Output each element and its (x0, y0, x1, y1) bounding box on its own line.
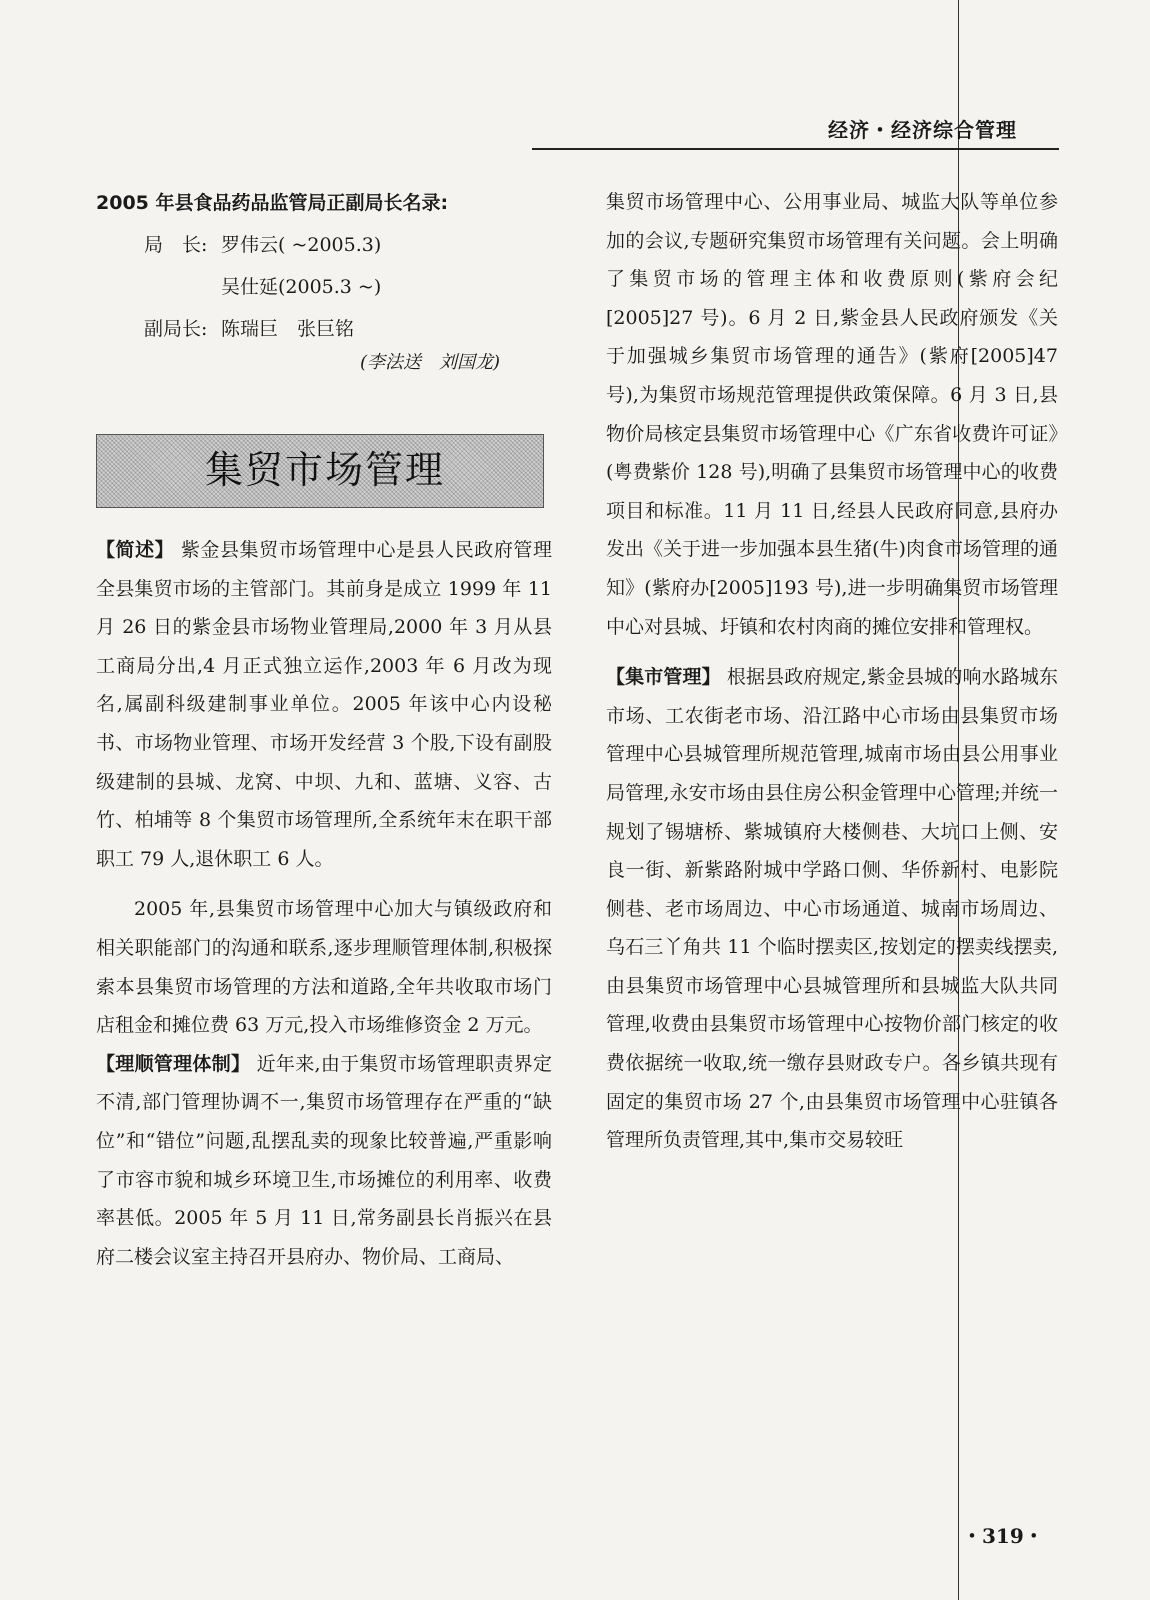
roster-row (96, 266, 556, 308)
roster-row (96, 308, 556, 350)
left-column (96, 531, 552, 1276)
right-column (606, 183, 1058, 1160)
overview-paragraph (96, 531, 552, 878)
roster-names: 吴仕延(2005.3 ~) (221, 276, 382, 298)
market-text: 根据县政府规定,紫金县城的响水路城东市场、工农街老市场、沿江路中心市场由县集贸市场管理中心县城管理所规范管理,城南市场由县公用事业局管理,永安市场由县住房公积金管理中心管理;并统一规划了锡塘桥、紫城镇府大楼侧巷、大坑口上侧、安良一街、新紫路附城中学路口侧、华侨新村、电影院侧巷、老市场周边、中心市场通道、城南市场周边、乌石三丫角共 11 个临时摆卖区,按划定的摆卖线摆卖,由县集贸市场管理中心县城管理所和县城监大队共同管理,收费由县集贸市场管理中心按物价部门核定的收费依据统一收取,统一缴存县财政专户。各乡镇共现有固定的集贸市场 27 个,由县集贸市场管理中心驻镇各管理所负责管理,其中,集市交易较旺 (606, 666, 1058, 1152)
reform-tag: 【理顺管理体制】 (96, 1052, 251, 1075)
overview-text: 紫金县集贸市场管理中心是县人民政府管理全县集贸市场的主管部门。其前身是成立 1999 年 11 月 26 日的紫金县市场物业管理局,2000 年 3 月从县工商局分出,4 月正式独立运作,2003 年 6 月改为现名,属副科级建制事业单位。2005 年该中心内设秘书、市场物业管理、市场开发经营 3 个股,下设有副股级建制的县城、龙窝、中坝、九和、蓝塘、义容、古竹、柏埔等 8 个集贸市场管理所,全系统年末在职干部职工 79 人,退休职工 6 人。 (96, 539, 552, 870)
reform-text: 近年来,由于集贸市场管理职责界定不清,部门管理协调不一,集贸市场管理存在严重的“缺位”和“错位”问题,乱摆乱卖的现象比较普遍,严重影响了市容市貌和城乡环境卫生,市场摊位的利用率、收费率甚低。2005 年 5 月 11 日,常务副县长肖振兴在县府二楼会议室主持召开县府办、物价局、工商局、 (96, 1052, 552, 1268)
overview-tag: 【简述】 (96, 539, 175, 561)
author-credits: (李法送 刘国龙) (360, 352, 501, 373)
market-paragraph (606, 658, 1058, 1160)
roster-row (96, 224, 556, 266)
section-banner (96, 434, 544, 508)
roster-role: 副局长: (144, 318, 208, 340)
header-rule (532, 148, 1059, 150)
section-title: 集贸市场管理 (205, 448, 446, 492)
continuation-paragraph: 集贸市场管理中心、公用事业局、城监大队等单位参加的会议,专题研究集贸市场管理有关问题。会上明确了集贸市场的管理主体和收费原则(紫府会纪[2005]27 号)。6 月 2 日,紫金县人民政府颁发《关于加强城乡集贸市场管理的通告》(紫府[2005]47 号),为集贸市场规范管理提供政策保障。6 月 3 日,县物价局核定县集贸市场管理中心《广东省收费许可证》(粤费紫价 128 号),明确了县集贸市场管理中心的收费项目和标准。11 月 11 日,经县人民政府同意,县府办发出《关于进一步加强本县生猪(牛)肉食市场管理的通知》(紫府办[2005]193 号),进一步明确集贸市场管理中心对县城、圩镇和农村肉商的摊位安排和管理权。 (606, 191, 1058, 638)
roster-names: 陈瑞巨 张巨铭 (221, 318, 355, 340)
market-tag: 【集市管理】 (606, 666, 721, 689)
roster-role: 局 长: (144, 234, 208, 256)
reform-paragraph (96, 1045, 552, 1277)
running-header-title: 经济・经济综合管理 (828, 118, 1017, 142)
summary-paragraph: 2005 年,县集贸市场管理中心加大与镇级政府和相关职能部门的沟通和联系,逐步理顺管理体制,积极探索本县集贸市场管理的方法和道路,全年共收取市场门店租金和摊位费 63 万元,投入市场维修资金 2 万元。 (96, 898, 552, 1037)
roster-names: 罗伟云( ~2005.3) (221, 234, 382, 256)
page-number: ・319・ (962, 1524, 1044, 1548)
roster-title: 2005 年县食品药品监管局正副局长名录: (96, 192, 449, 214)
officials-roster (96, 182, 556, 350)
